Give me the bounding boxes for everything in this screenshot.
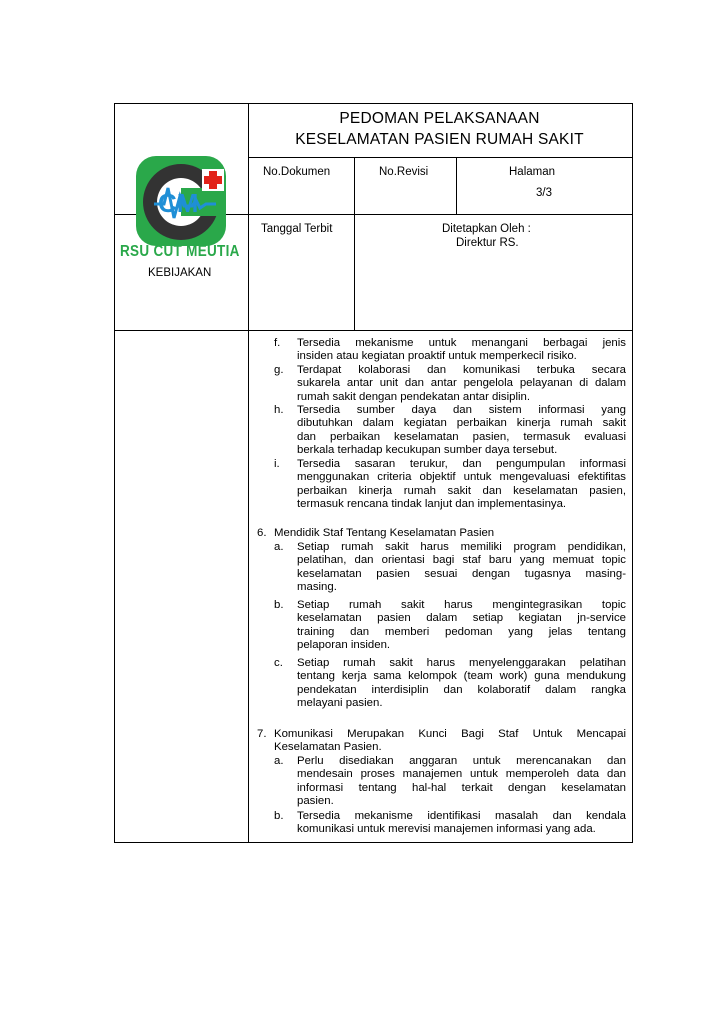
- section-7-marker-a: a.: [274, 755, 284, 767]
- halaman-value: 3/3: [536, 187, 552, 199]
- halaman-label: Halaman: [509, 166, 556, 178]
- cell-divider-revisi: [354, 157, 355, 331]
- section-7-item-a: Perlu disediakan anggaran untuk merencanakan dan mendesain proses manajemen untuk memperoleh data dan informasi tentang hal-hal terkait dengan keselamatan pasien.: [297, 755, 626, 808]
- logo-emblem-icon: [118, 152, 244, 252]
- svg-text:CM: CM: [158, 188, 199, 218]
- section-6-marker-b: b.: [274, 599, 284, 611]
- section-7-title: Komunikasi Merupakan Kunci Bagi Staf Untuk Mencapai Keselamatan Pasien.: [274, 728, 626, 754]
- kebijakan-label: KEBIJAKAN: [148, 267, 212, 279]
- section-6-marker-a: a.: [274, 541, 284, 553]
- section-6-title: Mendidik Staf Tentang Keselamatan Pasien: [274, 527, 495, 539]
- logo-text: RSU CUT MEUTIA: [120, 242, 240, 260]
- hospital-logo: [118, 152, 244, 264]
- section-7-item-b: Tersedia mekanisme identifikasi masalah dan kendala komunikasi untuk merevisi manajemen informasi yang ada.: [297, 810, 626, 836]
- no-dokumen-label: No.Dokumen: [263, 166, 331, 178]
- title-line-2: KESELAMATAN PASIEN RUMAH SAKIT: [295, 131, 584, 148]
- section-7-number: 7.: [257, 728, 267, 740]
- title-row-divider: [248, 157, 633, 158]
- list-marker-f: f.: [274, 337, 281, 349]
- table-bottom-border: [114, 842, 633, 843]
- body-row-divider: [114, 330, 633, 331]
- list-item-h: Tersedia sumber daya dan sistem informasi yang dibutuhkan dalam kegiatan perbaikan kinerja rumah sakit dan perbaikan keselamatan pasien, termasuk evaluasi berkala terhadap kecukupan sumber daya tersebut.: [297, 404, 626, 457]
- title-line-1: PEDOMAN PELAKSANAAN: [339, 110, 540, 127]
- direktur-label: Direktur RS.: [456, 237, 519, 249]
- table-top-border: [114, 103, 633, 104]
- section-6-marker-c: c.: [274, 657, 283, 669]
- tanggal-terbit-label: Tanggal Terbit: [261, 223, 333, 235]
- section-6-item-c: Setiap rumah sakit harus menyelenggarakan pelatihan tentang kerja sama kelompok (team work) guna mendukung pendekatan interdisiplin dan kolaboratif dalam rangka melayani pasien.: [297, 657, 626, 710]
- list-marker-h: h.: [274, 404, 284, 416]
- cell-divider-halaman: [456, 157, 457, 215]
- list-item-i: Tersedia sasaran terukur, dan pengumpulan informasi menggunakan criteria objektif untuk mengevaluasi efektifitas perbaikan kinerja rumah sakit dan keselamatan pasien, termasuk rencana tindak lanjut dan implementasinya.: [297, 458, 626, 511]
- list-item-g: Terdapat kolaborasi dan komunikasi terbuka secara sukarela antar unit dan antar pengelola pelayanan di dalam rumah sakit dengan pendekatan antar disiplin.: [297, 364, 626, 403]
- ditetapkan-oleh-label: Ditetapkan Oleh :: [442, 223, 531, 235]
- list-marker-g: g.: [274, 364, 284, 376]
- list-item-f: Tersedia mekanisme untuk menangani berbagai jenis insiden atau kegiatan proaktif untuk memperkecil risiko.: [297, 337, 626, 363]
- section-6-number: 6.: [257, 527, 267, 539]
- no-revisi-label: No.Revisi: [379, 166, 429, 178]
- list-marker-i: i.: [274, 458, 280, 470]
- section-6-item-a: Setiap rumah sakit harus memiliki program pendidikan, pelatihan, dan orientasi bagi staf baru yang memuat topic keselamatan pasien sesuai dengan tugasnya masing- masing.: [297, 541, 626, 594]
- section-6-item-b: Setiap rumah sakit harus mengintegrasikan topic keselamatan pasien dalam setiap kegiatan jn-service training dan memberi pedoman yang jelas tentang pelaporan insiden.: [297, 599, 626, 652]
- section-7-marker-b: b.: [274, 810, 284, 822]
